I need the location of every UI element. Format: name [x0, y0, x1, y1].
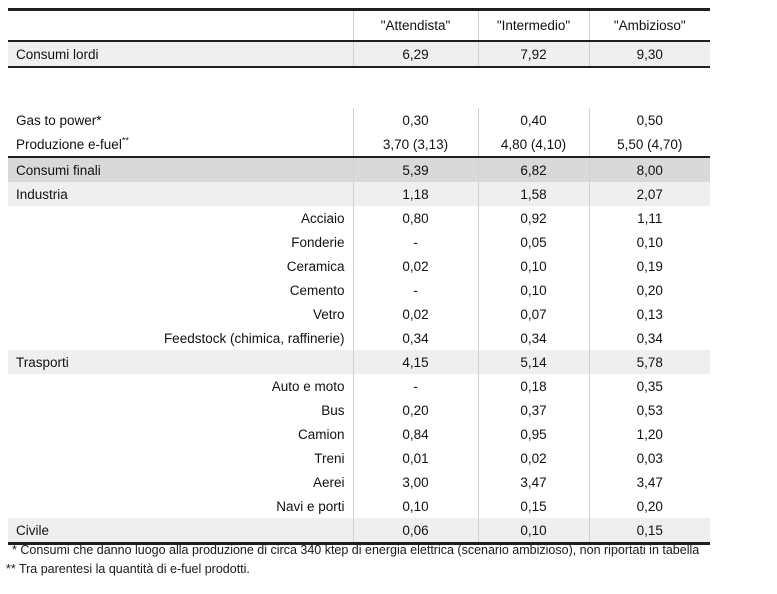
row-label: Gas to power* [8, 108, 353, 132]
table-row [8, 108, 710, 132]
row-label: Consumi finali [8, 157, 353, 182]
cell-value: 5,39 [353, 157, 478, 182]
scenarios-table [8, 8, 710, 545]
cell-value: 0,37 [478, 398, 589, 422]
cell-value: 0,10 [589, 230, 710, 254]
cell-value: 0,10 [478, 278, 589, 302]
table-header [8, 10, 710, 42]
cell-value: 0,34 [589, 326, 710, 350]
cell-value: 0,15 [589, 518, 710, 544]
cell-value: 1,58 [478, 182, 589, 206]
table-row [8, 398, 710, 422]
table-row [8, 326, 710, 350]
cell-value: 1,11 [589, 206, 710, 230]
column-header: "Attendista" [353, 10, 478, 42]
row-label: Fonderie [8, 230, 353, 254]
cell-value: 7,92 [478, 41, 589, 67]
cell-value: 0,35 [589, 374, 710, 398]
cell-value: 0,84 [353, 422, 478, 446]
table-row [8, 470, 710, 494]
footnote-1: * Consumi che danno luogo alla produzione di circa 340 ktep di energia elettrica (scenario ambizioso), non riportati in tabella [12, 543, 700, 557]
table-row [8, 254, 710, 278]
table-row [8, 230, 710, 254]
row-label: Produzione e-fuel** [8, 132, 353, 157]
cell-value: 0,07 [478, 302, 589, 326]
cell-value: 0,34 [478, 326, 589, 350]
cell-value: 0,02 [478, 446, 589, 470]
row-label: Vetro [8, 302, 353, 326]
cell-value: - [353, 374, 478, 398]
table-row [8, 302, 710, 326]
table-row [8, 132, 710, 157]
cell-value: 0,15 [478, 494, 589, 518]
table-row [8, 374, 710, 398]
column-header: "Ambizioso" [589, 10, 710, 42]
cell-value: - [353, 230, 478, 254]
cell-value: 0,80 [353, 206, 478, 230]
cell-value: 4,15 [353, 350, 478, 374]
table-row [8, 518, 710, 544]
row-label: Cemento [8, 278, 353, 302]
cell-value: 3,47 [589, 470, 710, 494]
cell-value: 0,50 [589, 108, 710, 132]
cell-value: 0,20 [353, 398, 478, 422]
header-row [8, 10, 710, 42]
table-row [8, 350, 710, 374]
cell-value: 1,20 [589, 422, 710, 446]
cell-value: 5,14 [478, 350, 589, 374]
cell-value: 0,92 [478, 206, 589, 230]
footnotes [6, 541, 699, 578]
cell-value: 0,53 [589, 398, 710, 422]
cell-value: 8,00 [589, 157, 710, 182]
footnote-marker: ** [121, 135, 129, 145]
spacer-cell [8, 67, 710, 108]
column-header: "Intermedio" [478, 10, 589, 42]
cell-value: 0,13 [589, 302, 710, 326]
spacer-row [8, 67, 710, 108]
row-label: Bus [8, 398, 353, 422]
cell-value: 0,10 [478, 518, 589, 544]
cell-value: 6,82 [478, 157, 589, 182]
table-row [8, 422, 710, 446]
row-label: Consumi lordi [8, 41, 353, 67]
cell-value: 1,18 [353, 182, 478, 206]
table-row [8, 41, 710, 67]
row-label: Feedstock (chimica, raffinerie) [8, 326, 353, 350]
cell-value: 0,34 [353, 326, 478, 350]
table-row [8, 278, 710, 302]
cell-value: 0,02 [353, 254, 478, 278]
cell-value: 0,06 [353, 518, 478, 544]
cell-value: 0,10 [478, 254, 589, 278]
row-label: Industria [8, 182, 353, 206]
table-row [8, 182, 710, 206]
row-label: Acciaio [8, 206, 353, 230]
cell-value: 9,30 [589, 41, 710, 67]
row-label: Civile [8, 518, 353, 544]
cell-value: 0,01 [353, 446, 478, 470]
cell-value: 5,78 [589, 350, 710, 374]
cell-value: 0,20 [589, 494, 710, 518]
cell-value: 5,50 (4,70) [589, 132, 710, 157]
row-label: Navi e porti [8, 494, 353, 518]
cell-value: 0,03 [589, 446, 710, 470]
table-body [8, 41, 710, 544]
cell-value: 0,02 [353, 302, 478, 326]
table-row [8, 206, 710, 230]
cell-value: 4,80 (4,10) [478, 132, 589, 157]
header-spacer-cell [8, 10, 353, 42]
cell-value: 0,40 [478, 108, 589, 132]
cell-value: 0,30 [353, 108, 478, 132]
row-label: Trasporti [8, 350, 353, 374]
cell-value: 0,18 [478, 374, 589, 398]
cell-value: - [353, 278, 478, 302]
cell-value: 0,10 [353, 494, 478, 518]
cell-value: 0,95 [478, 422, 589, 446]
cell-value: 3,00 [353, 470, 478, 494]
row-label: Treni [8, 446, 353, 470]
table-row [8, 446, 710, 470]
table-row [8, 494, 710, 518]
cell-value: 6,29 [353, 41, 478, 67]
row-label: Camion [8, 422, 353, 446]
cell-value: 3,70 (3,13) [353, 132, 478, 157]
row-label: Ceramica [8, 254, 353, 278]
cell-value: 3,47 [478, 470, 589, 494]
cell-value: 0,05 [478, 230, 589, 254]
row-label: Aerei [8, 470, 353, 494]
row-label: Auto e moto [8, 374, 353, 398]
table-row [8, 157, 710, 182]
cell-value: 2,07 [589, 182, 710, 206]
footnote-2: ** Tra parentesi la quantità di e-fuel prodotti. [6, 561, 250, 576]
cell-value: 0,19 [589, 254, 710, 278]
cell-value: 0,20 [589, 278, 710, 302]
